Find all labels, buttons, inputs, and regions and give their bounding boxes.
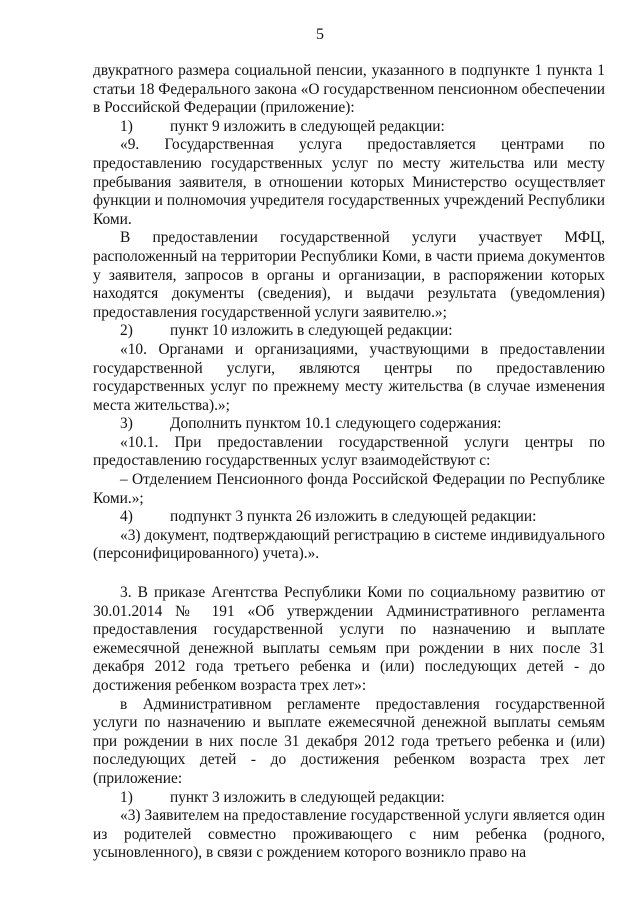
item-number: 2) (120, 322, 133, 340)
list-item (93, 322, 605, 341)
paragraph: «10.1. При предоставлении государственной услуги центры по предоставлению государственных услуг взаимодействуют с: (93, 433, 605, 470)
paragraph: в Административном регламенте предоставления государственной услуги по назначению и выплате ежемесячной денежной выплаты семьям при рождении в них после 31 декабря 2012 года третьего ребенка и (или) последующих детей - до достижения ребенком возраста трех лет (приложение: (93, 695, 605, 787)
item-text: Дополнить пунктом 10.1 следующего содержания: (170, 415, 502, 433)
item-number: 1) (120, 117, 133, 135)
item-text: пункт 10 изложить в следующей редакции: (170, 322, 453, 340)
item-text: пункт 3 изложить в следующей редакции: (170, 788, 445, 806)
paragraph: «10. Органами и организациями, участвующими в предоставлении государственной услуги, являются центры по предоставлению государственных услуг по прежнему месту жительства (в случае изменения места жительства).»; (93, 340, 605, 414)
item-number: 3) (120, 415, 133, 433)
list-item (93, 789, 605, 808)
list-item (93, 508, 605, 527)
paragraph: – Отделением Пенсионного фонда Российской Федерации по Республике Коми.»; (93, 471, 605, 507)
item-number: 1) (120, 788, 133, 806)
item-text: пункт 9 изложить в следующей редакции: (170, 117, 445, 135)
list-item (93, 118, 605, 137)
page-number: 5 (316, 26, 324, 43)
document-body (93, 62, 605, 863)
paragraph: двукратного размера социальной пенсии, указанного в подпункте 1 пункта 1 статьи 18 Федерального закона «О государственном пенсионном обеспечении в Российской Федерации (приложение): (93, 62, 605, 117)
paragraph: 3. В приказе Агентства Республики Коми по социальному развитию от 30.01.2014 № 191 «Об утверждении Административного регламента предоставления государственной услуги по назначению и выплате ежемесячной денежной выплаты семьям при рождении в них после 31 декабря 2012 года третьего ребенка и (или) последующих детей - до достижения ребенком возраста трех лет»: (93, 584, 605, 694)
item-number: 4) (120, 508, 133, 526)
paragraph: «3) документ, подтверждающий регистрацию в системе индивидуального (персонифицированного) учета).». (93, 526, 605, 563)
section-gap (93, 564, 605, 584)
paragraph: «3) Заявителем на предоставление государственной услуги является один из родителей совместно проживающего с ним ребенка (родного, усыновленного), в связи с рождением которого возникло право на (93, 807, 605, 862)
paragraph: В предоставлении государственной услуги участвует МФЦ, расположенный на территории Республики Коми, в части приема документов у заявителя, запросов в органы и организации, в распоряжении которых находятся документы (сведения), и выдачи результата (уведомления) предоставления государственной услуги заявителю.»; (93, 229, 605, 321)
list-item (93, 415, 605, 434)
paragraph: «9. Государственная услуга предоставляется центрами по предоставлению государственных услуг по месту жительства или месту пребывания заявителя, в отношении которых Министерство осуществляет функции и полномочия учредителя государственных учреждений Республики Коми. (93, 136, 605, 228)
item-text: подпункт 3 пункта 26 изложить в следующей редакции: (170, 508, 537, 526)
